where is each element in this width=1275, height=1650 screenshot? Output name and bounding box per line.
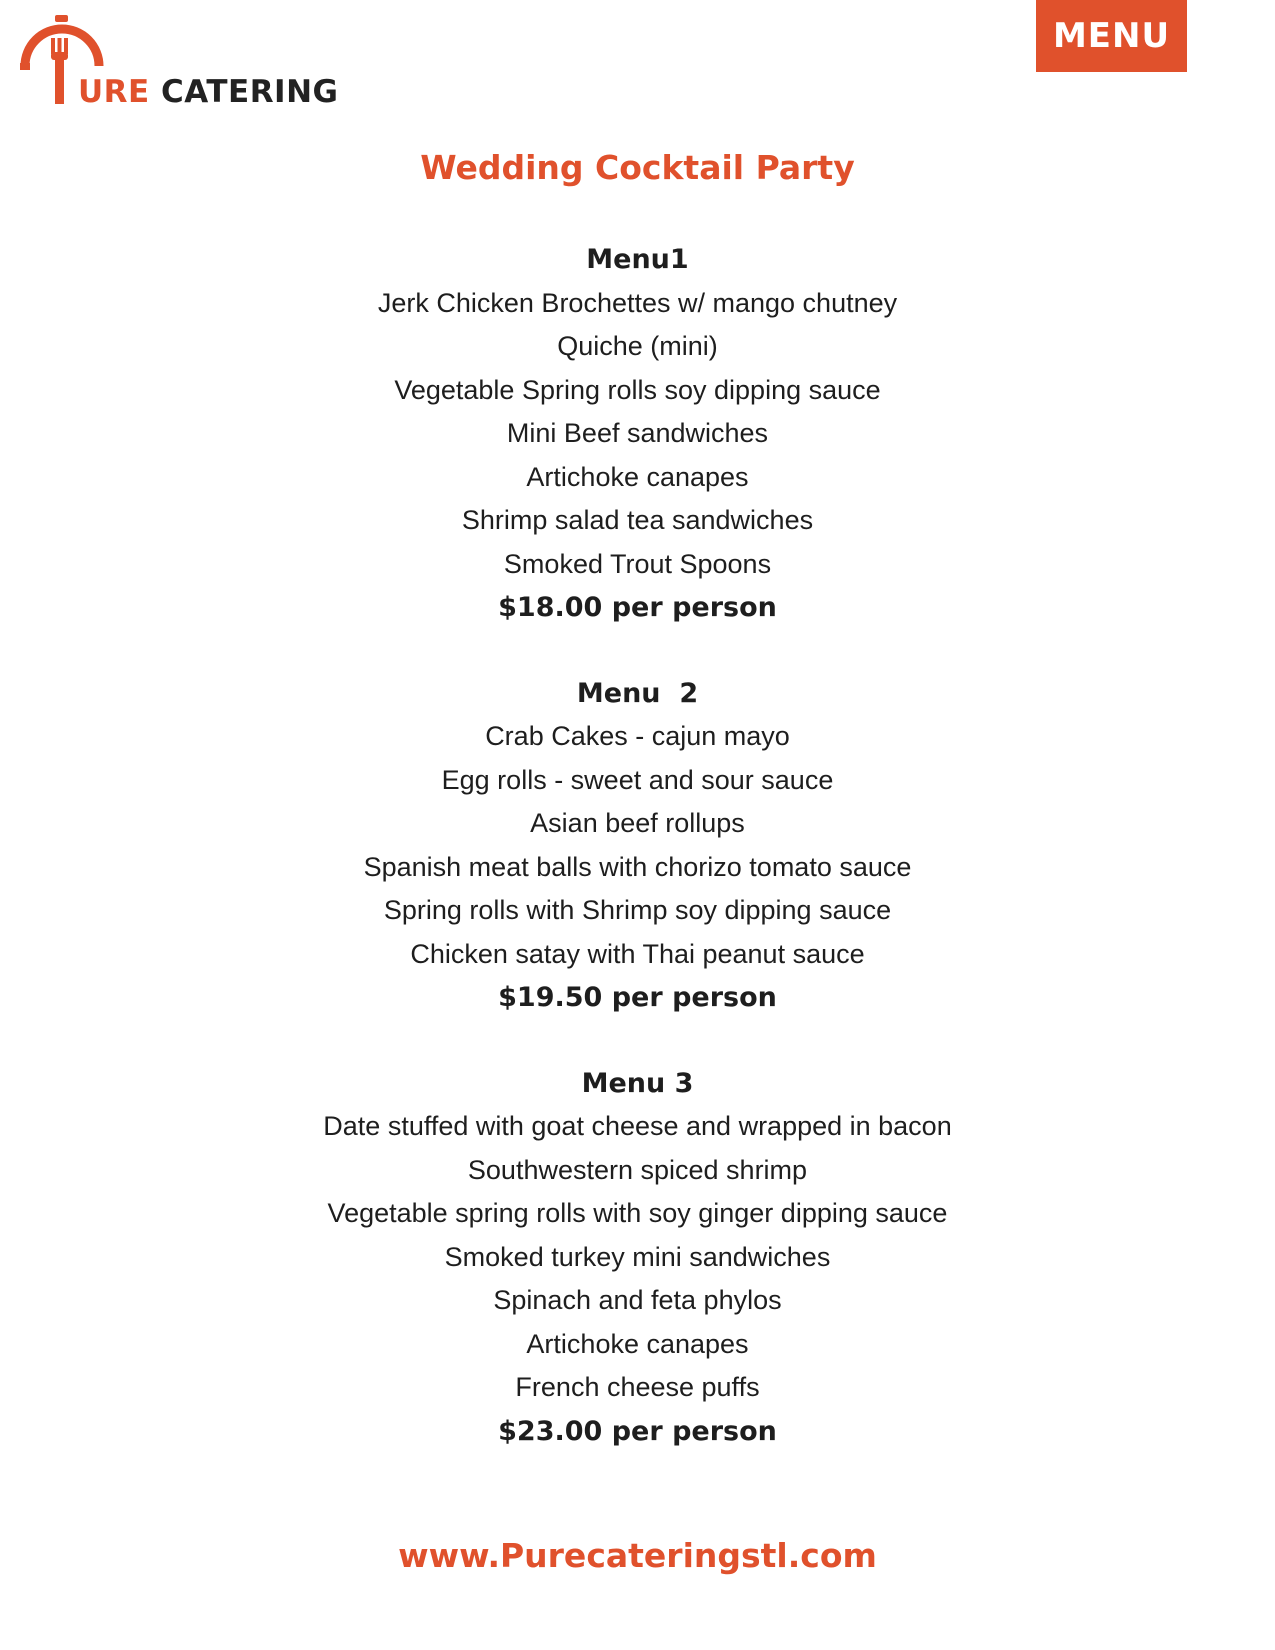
brand-name — [78, 74, 338, 110]
menu-heading: Menu1 — [586, 244, 689, 275]
menu-item: Vegetable Spring rolls soy dipping sauce — [394, 374, 881, 405]
menu-item: Date stuffed with goat cheese and wrapped in bacon — [323, 1111, 952, 1141]
menu-item: Spring rolls with Shrimp soy dipping sauce — [383, 895, 892, 925]
menu-item: Shrimp salad tea sandwiches — [461, 505, 814, 535]
menu-item: Quiche (mini) — [557, 331, 718, 361]
menu-price: $19.50 per person — [498, 982, 777, 1013]
menu-price: $23.00 per person — [498, 1415, 777, 1447]
brand-name-second: CATERING — [161, 74, 339, 110]
menu-section-3 — [0, 1062, 1275, 1454]
menu-item: French cheese puffs — [515, 1372, 760, 1402]
menu-item: Mini Beef sandwiches — [506, 418, 769, 448]
menu-heading: Menu 3 — [581, 1067, 694, 1099]
menu-item: Smoked turkey mini sandwiches — [444, 1241, 831, 1272]
menu-item: Chicken satay with Thai peanut sauce — [410, 938, 865, 969]
menu-item: Crab Cakes - cajun mayo — [485, 721, 790, 751]
menu-section-2 — [0, 672, 1275, 1020]
menu-item: Southwestern spiced shrimp — [467, 1154, 808, 1185]
menu-item: Artichoke canapes — [526, 1328, 749, 1359]
menu-item: Egg rolls - sweet and sour sauce — [441, 764, 834, 795]
menu-list — [0, 238, 1275, 1495]
menu-section-1 — [0, 238, 1275, 630]
menu-item: Vegetable spring rolls with soy ginger dipping sauce — [327, 1198, 948, 1228]
menu-item: Jerk Chicken Brochettes w/ mango chutney — [377, 287, 898, 318]
page-title: Wedding Cocktail Party — [420, 148, 855, 187]
menu-item: Asian beef rollups — [530, 808, 745, 838]
menu-item: Spanish meat balls with chorizo tomato sauce — [363, 851, 912, 882]
brand-name-first: URE — [78, 74, 150, 110]
menu-badge: MENU — [1036, 0, 1187, 72]
menu-price: $18.00 per person — [498, 592, 777, 623]
brand-logo — [18, 14, 338, 114]
menu-item: Smoked Trout Spoons — [503, 548, 772, 579]
menu-heading: Menu 2 — [576, 677, 699, 709]
menu-item: Artichoke canapes — [526, 461, 749, 492]
website-link[interactable]: www.Purecateringstl.com — [398, 1536, 877, 1575]
menu-item: Spinach and feta phylos — [493, 1285, 782, 1315]
